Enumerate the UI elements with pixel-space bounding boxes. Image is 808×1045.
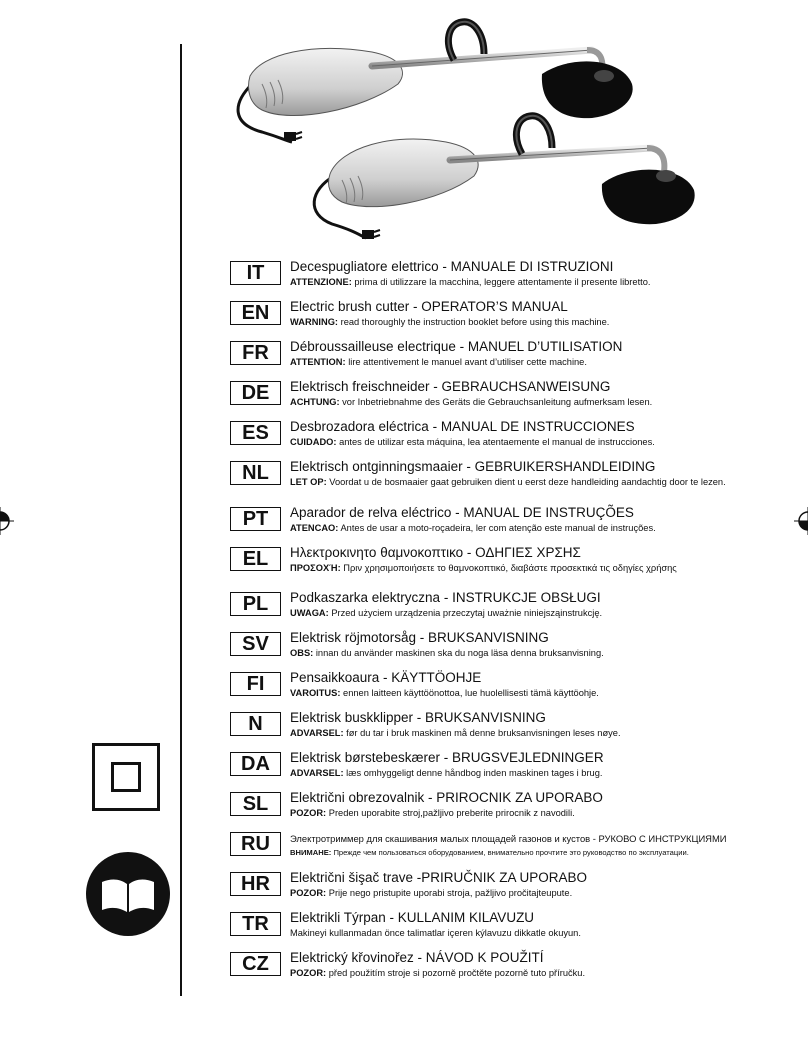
language-warning: CUIDADO: antes de utilizar esta máquina, lea atentaemente el manual de instrucciones. [290,437,655,447]
language-title: Pensaikkoaura - KÄYTTÖOHJE [290,670,482,685]
language-row [230,505,790,543]
brush-cutter-upper [238,22,633,142]
language-title: Elektrický křovinořez - NÁVOD K POUŽITÍ [290,950,544,965]
language-code: FI [230,672,281,696]
language-warning: Makineyi kullanmadan önce talimatlar içeren kýlavuzu dikkatle okuyun. [290,928,581,938]
language-row [230,545,790,583]
language-title: Электротриммер для скашивания малых площадей газонов и кустов - РУКОВО С ИНСТРУКЦИЯМИ [290,833,727,844]
language-warning: ΠΡΟΣΟΧΉ: Πριν χρησιμοποιήσετε το θαμνοκοπτικό, διαβάστε προσεκτικά τις οδηγίες χρήσης [290,563,677,573]
language-code: HR [230,872,281,896]
language-warning: POZOR: před použitím stroje si pozorně pročtěte pozorně tuto příručku. [290,968,586,978]
language-code: SV [230,632,281,656]
language-code: TR [230,912,281,936]
language-title: Ηλεκτροκινητο θαμνοκοπτικο - ΟΔΗΓΙΕΣ ΧΡΣΗΣ [290,545,581,560]
language-title: Električni šişač trave -PRIRUČNIK ZA UPORABO [290,870,588,885]
registration-mark-icon [0,507,14,535]
language-title: Elektrisk buskklipper - BRUKSANVISNING [290,710,546,725]
language-code: EN [230,301,281,325]
language-warning: ADVARSEL: læs omhyggeligt denne håndbog inden maskinen tages i brug. [290,768,603,778]
language-title: Elektrisch ontginningsmaaier - GEBRUIKERSHANDLEIDING [290,459,656,474]
language-code: IT [230,261,281,285]
language-warning: ВНИМАНЕ: Прежде чем пользоваться оборудованием, внимательно прочтите это руководство по эксплуатации. [290,848,689,857]
double-insulation-icon [92,743,160,811]
language-warning: WARNING: read thoroughly the instruction booklet before using this machine. [290,317,610,327]
language-row [230,670,790,708]
language-code: PT [230,507,281,531]
language-title: Aparador de relva eléctrico - MANUAL DE INSTRUÇÕES [290,505,634,520]
language-row [230,870,790,908]
read-manual-icon [86,852,170,936]
language-code: N [230,712,281,736]
language-title: Elektrisk röjmotorsåg - BRUKSANVISNING [290,630,549,645]
language-title: Električni obrezovalnik - PRIROCNIK ZA UPORABO [290,790,603,805]
language-warning: ADVARSEL: før du tar i bruk maskinen må denne bruksanvisningen leses nøye. [290,728,621,738]
language-row [230,710,790,748]
language-row [230,459,790,497]
language-warning: LET OP: Voordat u de bosmaaier gaat gebruiken dient u eerst deze handleiding aandachtig door te lezen. [290,477,726,487]
language-code: RU [230,832,281,856]
language-warning: VAROITUS: ennen laitteen käyttöönottoa, lue huolellisesti tämä käyttöohje. [290,688,599,698]
language-title: Débroussailleuse electrique - MANUEL D’UTILISATION [290,339,623,354]
language-code: FR [230,341,281,365]
language-title: Elektrisch freischneider - GEBRAUCHSANWEISUNG [290,379,611,394]
language-code: DE [230,381,281,405]
language-warning: UWAGA: Przed użyciem urządzenia przeczytaj uważnie niniejsząinstrukcję. [290,608,603,618]
language-row [230,910,790,948]
language-warning: ATENCAO: Antes de usar a moto-roçadeira, ler com atenção este manual de instruções. [290,523,656,533]
language-title: Electric brush cutter - OPERATOR’S MANUAL [290,299,568,314]
registration-mark-icon [794,507,808,535]
language-code: NL [230,461,281,485]
language-code: PL [230,592,281,616]
language-warning: OBS: innan du använder maskinen ska du noga läsa denna bruksanvisning. [290,648,604,658]
language-title: Decespugliatore elettrico - MANUALE DI ISTRUZIONI [290,259,614,274]
language-row [230,259,790,297]
language-row [230,750,790,788]
margin-rule [180,44,182,996]
language-code: DA [230,752,281,776]
language-row [230,950,790,988]
language-code: CZ [230,952,281,976]
language-code: SL [230,792,281,816]
language-title: Desbrozadora eléctrica - MANUAL DE INSTRUCCIONES [290,419,635,434]
language-title: Elektrisk børstebeskærer - BRUGSVEJLEDNINGER [290,750,604,765]
language-code: EL [230,547,281,571]
language-warning: ATTENZIONE: prima di utilizzare la macchina, leggere attentamente il presente libretto. [290,277,651,287]
brush-cutter-illustration [222,14,702,250]
language-title: Podkaszarka elektryczna - INSTRUKCJE OBSŁUGI [290,590,601,605]
language-warning: POZOR: Prije nego pristupite uporabi stroja, pažljivo pročitajteupute. [290,888,573,898]
language-code: ES [230,421,281,445]
language-warning: POZOR: Preden uporabite stroj,pažljivo preberite prirocnik z navodili. [290,808,575,818]
language-row [230,379,790,417]
language-row [230,339,790,377]
brush-cutter-lower [314,116,694,239]
language-row [230,419,790,457]
language-title: Elektrikli Týrpan - KULLANIM KILAVUZU [290,910,535,925]
language-warning: ACHTUNG: vor Inbetriebnahme des Geräts die Gebrauchsanleitung aufmerksam lesen. [290,397,653,407]
language-row [230,590,790,628]
language-row [230,830,790,868]
language-row [230,790,790,828]
language-warning: ATTENTION: lire attentivement le manuel avant d’utiliser cette machine. [290,357,587,367]
language-row [230,299,790,337]
language-row [230,630,790,668]
